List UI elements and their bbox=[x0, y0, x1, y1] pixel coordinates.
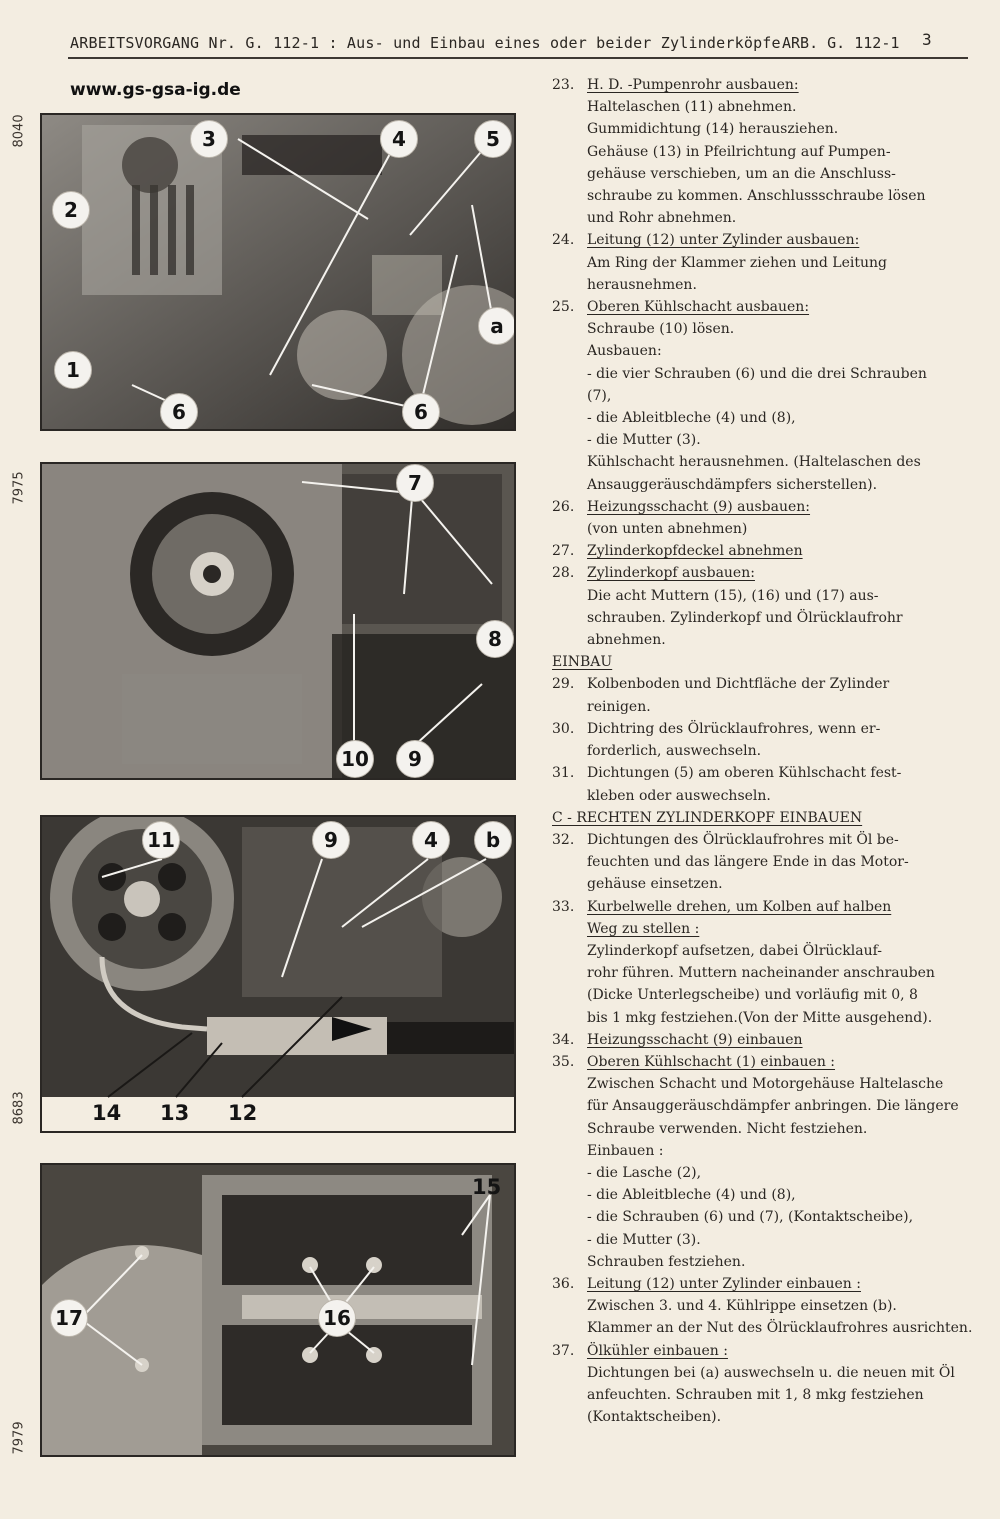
website-link[interactable]: www.gs-gsa-ig.de bbox=[70, 80, 241, 100]
step-body: Schraube (10) lösen. Ausbauen: - die vier Schrauben (6) und die drei Schrauben (7), - die Ableitbleche (4) und (8), - die Mutter (3). Kühlschacht herausnehmen. (Haltelaschen des Ansauggeräuschdämpfers sicherstellen). bbox=[587, 321, 927, 493]
step-number: 30. bbox=[552, 720, 575, 737]
header-rule bbox=[68, 57, 968, 59]
step-37 bbox=[552, 1340, 992, 1429]
step-body: Am Ring der Klammer ziehen und Leitung herausnehmen. bbox=[587, 254, 887, 293]
step-34 bbox=[552, 1029, 992, 1051]
section-rechten-zylinderkopf: C - RECHTEN ZYLINDERKOPF EINBAUEN bbox=[552, 809, 863, 826]
step-number: 36. bbox=[552, 1275, 575, 1292]
step-title: Heizungsschacht (9) ausbauen: bbox=[587, 498, 811, 515]
callout-6-right: 6 bbox=[402, 393, 440, 431]
step-32 bbox=[552, 829, 992, 896]
step-23 bbox=[552, 74, 992, 229]
callout-10: 10 bbox=[336, 740, 374, 778]
callout-7: 7 bbox=[396, 464, 434, 502]
photo-number-4: 7979 bbox=[11, 1421, 27, 1455]
step-body: (von unten abnehmen) bbox=[587, 521, 748, 538]
step-body: Dichtring des Ölrücklaufrohres, wenn er- forderlich, auswechseln. bbox=[587, 720, 881, 760]
step-title: Heizungsschacht (9) einbauen bbox=[587, 1031, 803, 1048]
step-36 bbox=[552, 1273, 992, 1340]
callout-16: 16 bbox=[318, 1299, 356, 1337]
label-13: 13 bbox=[160, 1101, 190, 1125]
step-30 bbox=[552, 718, 992, 762]
engine-photo-1-graphic bbox=[42, 115, 514, 429]
step-number: 23. bbox=[552, 77, 575, 93]
step-body: Haltelaschen (11) abnehmen. Gummidichtung (14) herausziehen. Gehäuse (13) in Pfeilrichtung auf Pumpen- gehäuse verschieben, um an die Anschluss- schraube zu kommen. Anschlussschraube lösen und Rohr abnehmen. bbox=[587, 99, 926, 227]
step-number: 32. bbox=[552, 831, 575, 848]
callout-11: 11 bbox=[142, 821, 180, 859]
callout-8: 8 bbox=[476, 620, 514, 658]
engine-photo-4-graphic bbox=[42, 1165, 514, 1455]
photo-number-1: 8040 bbox=[11, 114, 27, 148]
step-title: Zylinderkopfdeckel abnehmen bbox=[587, 543, 803, 560]
step-body: Zwischen 3. und 4. Kühlrippe einsetzen (b). Klammer an der Nut des Ölrücklaufrohres ausrichten. bbox=[587, 1298, 973, 1337]
step-number: 29. bbox=[552, 676, 575, 693]
step-title: Oberen Kühlschacht ausbauen: bbox=[587, 299, 810, 316]
step-24 bbox=[552, 229, 992, 296]
header-title: ARBEITSVORGANG Nr. G. 112-1 : Aus- und Einbau eines oder beider Zylinderköpfe bbox=[70, 34, 781, 52]
step-number: 25. bbox=[552, 299, 575, 316]
callout-2: 2 bbox=[52, 191, 90, 229]
label-15: 15 bbox=[472, 1175, 502, 1199]
engine-photo-1 bbox=[40, 113, 516, 431]
step-body: Kolbenboden und Dichtfläche der Zylinder reinigen. bbox=[587, 676, 890, 715]
callout-9: 9 bbox=[396, 740, 434, 778]
step-25 bbox=[552, 296, 992, 496]
callout-1: 1 bbox=[54, 351, 92, 389]
step-number: 37. bbox=[552, 1342, 575, 1359]
label-14: 14 bbox=[92, 1101, 122, 1125]
engine-photo-4 bbox=[40, 1163, 516, 1457]
step-number: 26. bbox=[552, 498, 575, 515]
step-number: 35. bbox=[552, 1053, 575, 1070]
step-body: Zylinderkopf aufsetzen, dabei Ölrücklauf- rohr führen. Muttern nacheinander anschrauben (Dicke Unterlegscheibe) und vorläufig mit 0, 8 bis 1 mkg festziehen.(Von der Mitte ausgehend). bbox=[587, 942, 935, 1026]
step-title: Leitung (12) unter Zylinder einbauen : bbox=[587, 1275, 861, 1292]
step-body: Dichtungen (5) am oberen Kühlschacht fest- kleben oder auswechseln. bbox=[587, 765, 902, 804]
photo-number-3: 8683 bbox=[11, 1091, 27, 1125]
callout-9b: 9 bbox=[312, 821, 350, 859]
step-number: 34. bbox=[552, 1031, 575, 1048]
step-title: H. D. -Pumpenrohr ausbauen: bbox=[587, 77, 799, 93]
callout-3: 3 bbox=[190, 120, 228, 158]
step-28 bbox=[552, 562, 992, 651]
step-29 bbox=[552, 673, 992, 717]
step-title: Leitung (12) unter Zylinder ausbauen: bbox=[587, 232, 860, 249]
step-title: Ölkühler einbauen : bbox=[587, 1342, 728, 1359]
step-body: Zwischen Schacht und Motorgehäuse Haltelasche für Ansauggeräuschdämpfer anbringen. Die längere Schraube verwenden. Nicht festziehen. Einbauen : - die Lasche (2), - die Ableitbleche (4) und (8), - die Schrauben (6) und (7), (Kontaktscheibe), - die Mutter (3). Schrauben festziehen. bbox=[587, 1076, 959, 1270]
callout-5: 5 bbox=[474, 120, 512, 158]
step-body: Dichtungen des Ölrücklaufrohres mit Öl be- feuchten und das längere Ende in das Motor- gehäuse einsetzen. bbox=[587, 831, 909, 893]
step-title: Kurbelwelle drehen, um Kolben auf halben Weg zu stellen : bbox=[587, 898, 892, 937]
label-12: 12 bbox=[228, 1101, 258, 1125]
instruction-text bbox=[552, 74, 992, 1428]
callout-a: a bbox=[478, 307, 516, 345]
step-body: Die acht Muttern (15), (16) und (17) aus- schrauben. Zylinderkopf und Ölrücklaufrohr abnehmen. bbox=[587, 587, 903, 649]
step-number: 24. bbox=[552, 232, 575, 249]
step-body: Dichtungen bei (a) auswechseln u. die neuen mit Öl anfeuchten. Schrauben mit 1, 8 mkg festziehen (Kontaktscheiben). bbox=[587, 1364, 955, 1426]
engine-photo-2-graphic bbox=[42, 464, 514, 778]
step-27 bbox=[552, 540, 992, 562]
step-26 bbox=[552, 496, 992, 540]
page-header bbox=[70, 30, 950, 58]
callout-b: b bbox=[474, 821, 512, 859]
section-einbau: EINBAU bbox=[552, 654, 613, 671]
header-reference: ARB. G. 112-1 bbox=[782, 34, 900, 52]
photo-number-2: 7975 bbox=[11, 471, 27, 505]
step-number: 28. bbox=[552, 565, 575, 582]
callout-6-left: 6 bbox=[160, 393, 198, 431]
step-title: Oberen Kühlschacht (1) einbauen : bbox=[587, 1053, 836, 1070]
page-number: 3 bbox=[922, 30, 932, 49]
engine-photo-3 bbox=[40, 815, 516, 1133]
step-number: 31. bbox=[552, 765, 575, 782]
step-number: 27. bbox=[552, 543, 575, 560]
engine-photo-2 bbox=[40, 462, 516, 780]
engine-photo-3-graphic bbox=[42, 817, 514, 1131]
callout-17: 17 bbox=[50, 1299, 88, 1337]
callout-4: 4 bbox=[380, 120, 418, 158]
step-33 bbox=[552, 896, 992, 1029]
step-number: 33. bbox=[552, 898, 575, 915]
callout-4b: 4 bbox=[412, 821, 450, 859]
step-35 bbox=[552, 1051, 992, 1273]
step-title: Zylinderkopf ausbauen: bbox=[587, 565, 755, 582]
step-31 bbox=[552, 762, 992, 806]
